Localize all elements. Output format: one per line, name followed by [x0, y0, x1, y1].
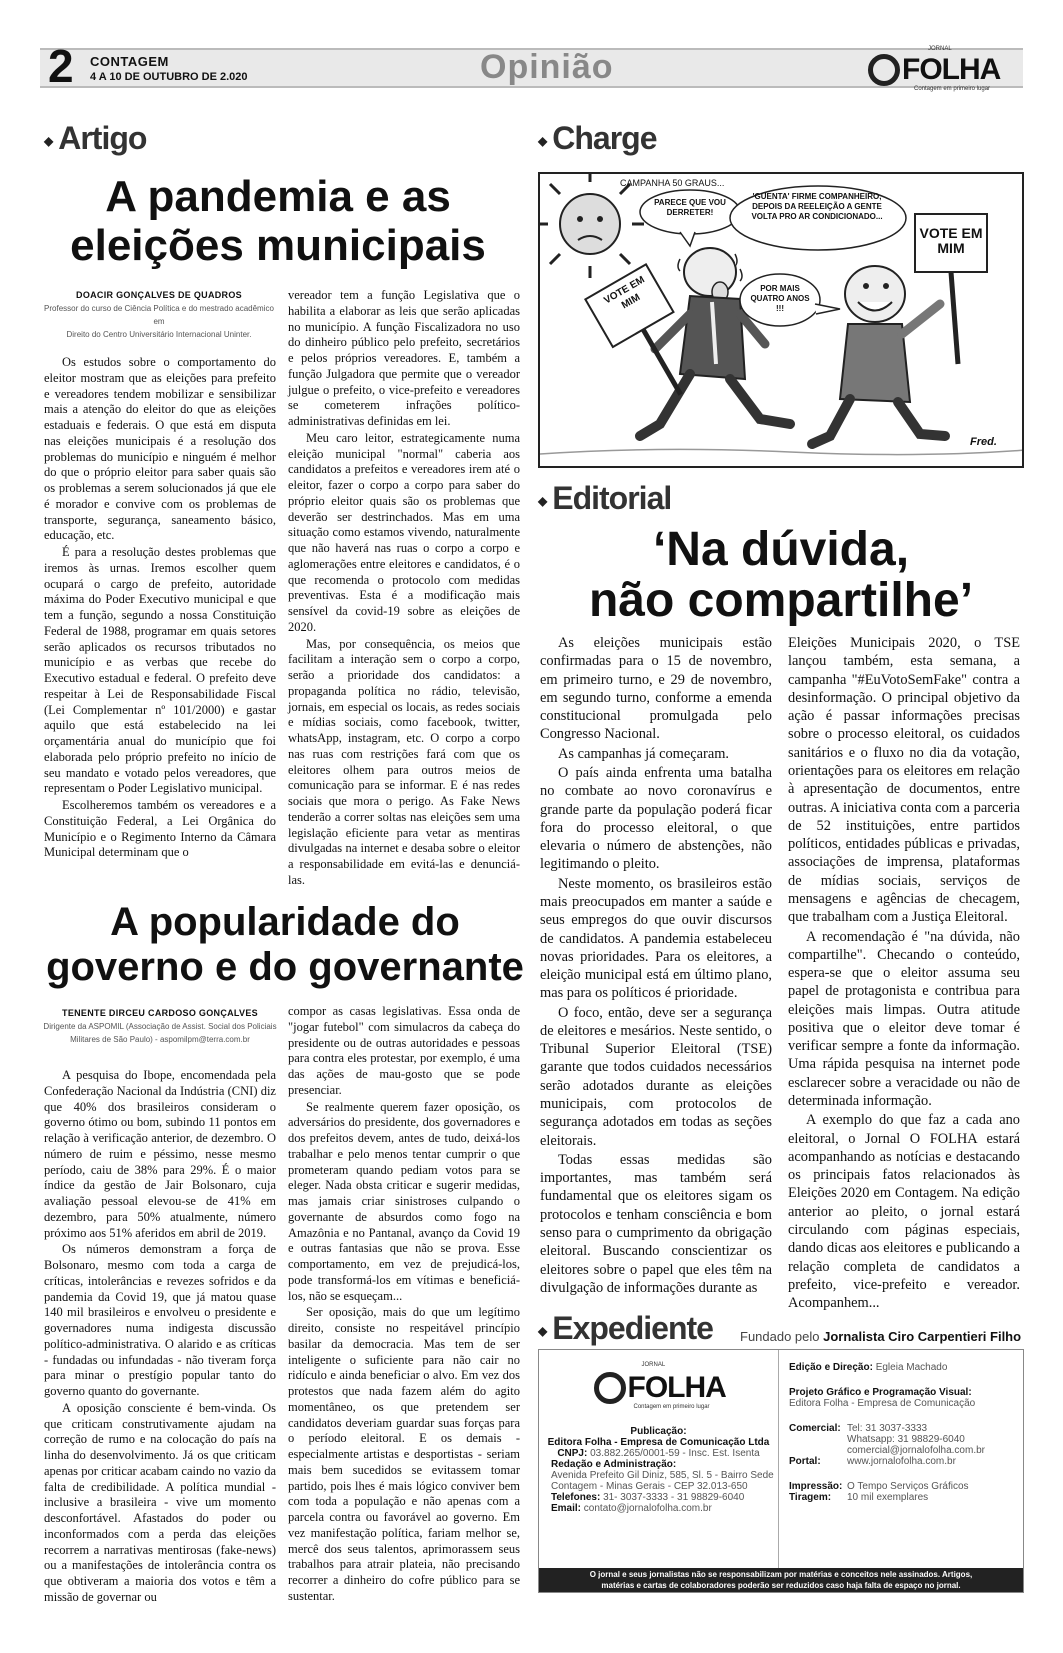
sun-character	[540, 174, 644, 278]
email-label: Email:	[551, 1503, 582, 1514]
expediente-left	[539, 1350, 779, 1568]
artigo-column-1	[44, 355, 276, 862]
bullet-icon: ◆	[44, 133, 53, 148]
header-city: CONTAGEM	[90, 54, 169, 69]
label-charge-text: Charge	[552, 120, 657, 156]
artigo-author-role	[44, 303, 274, 341]
tiragem-label: Tiragem:	[789, 1492, 832, 1503]
popularidade-author-role	[40, 1021, 280, 1047]
popularidade-author: TENENTE DIRCEU CARDOSO GONÇALVES	[62, 1008, 258, 1018]
comercial-whatsapp: Whatsapp: 31 98829-6040	[847, 1434, 965, 1445]
comercial-tel: Tel: 31 3037-3333	[847, 1423, 928, 1434]
paragraph: Escolheremos também os vereadores e a Constituição Federal, a Lei Orgânica do Município e o Regimento Interno da Câmara Municipal determinam que o	[44, 798, 276, 860]
portal-link[interactable]: www.jornalofolha.com.br	[847, 1456, 956, 1467]
label-editorial	[538, 480, 671, 517]
artigo-byline	[44, 290, 274, 341]
label-artigo-text: Artigo	[58, 120, 147, 156]
impressao-label: Impressão:	[789, 1481, 843, 1492]
artigo-headline-line2: eleições municipais	[70, 221, 486, 271]
label-editorial-text: Editorial	[552, 480, 672, 516]
edicao-value: Egleia Machado	[875, 1362, 948, 1373]
paragraph: As campanhas já começaram.	[558, 745, 730, 762]
bullet-icon: ◆	[538, 1323, 547, 1338]
paragraph: Ser oposição, mais do que um legítimo direito, consiste no respeitável princípio basilar da democracia. Mas tem de ser inteligente o suficiente para não cair no ridículo e ainda beneficiar o alvo. Em vez dos protestos que nada fazem além do agito momentâneo, os que pretendem ser candidatos deveriam guardar suas forças para o período eleitoral. E os demais - especialmente artistas e desportistas - seriam mais bem sucedidos se evitassem tomar partido, pois lhes é mais lógico conviver bem com toda a população e não apenas com a parcela contra ou favorável ao governo. Em vez manifestação política, fariam melhor se, mercê dos seus talentos, aprimorassem seus trabalhos para atrair plateia, não precisando recorrer a dinheiro do cofre público para se sustentar.	[288, 1305, 520, 1603]
label-expediente	[538, 1310, 713, 1347]
popularidade-role-line2: Militares de São Paulo) - aspomilpm@terra.com.br	[70, 1034, 250, 1044]
paragraph: Todas essas medidas são importantes, mas também será fundamental que os eleitores sigam os protocolos e tenham consciência e bom senso para o cumprimento da obrigação eleitoral. Buscando conscientizar os eleitores sobre o papel que eles têm na divulgação de informações durante as	[540, 1151, 772, 1296]
expediente-logo-top: JORNAL	[641, 1362, 666, 1368]
disclaimer-note	[539, 1568, 1023, 1592]
paragraph: Neste momento, os brasileiros estão mais preocupados em manter a saúde e seus empregos do que ouvir discursos de candidatos. A pandemia estabeleceu novas prioridades. Para os eleitores, a eleição municipal está em último plano, mas para os políticos é prioridade.	[540, 875, 772, 1002]
expediente-box	[538, 1349, 1024, 1593]
founded-by	[740, 1329, 1021, 1344]
smiling-candidate	[812, 266, 945, 444]
redacao-label: Redação e Administração:	[551, 1459, 677, 1470]
paragraph: A recomendação é "na dúvida, não compartilhe". Checando o conteúdo, espera-se que o eleitor assuma seu papel de protagonista e contribua para eleições mais limpas. Outra atitude positiva que o eleitor deve tomar é verificar sempre a fonte da informação. Uma rápida pesquisa na internet pode esclarecer sobre a veracidade ou não de determinada informação.	[788, 928, 1020, 1110]
editorial-column-1	[540, 634, 772, 1298]
header-date: 4 A 10 DE OUTUBRO DE 2.020	[90, 71, 248, 83]
political-cartoon	[538, 172, 1024, 468]
paragraph: Mas, por consequência, os meios que facilitam a interação sem o corpo a corpo, serão a prioridade dos candidatos: a propaganda política no rádio, televisão, jornais, em especial os locais, as redes sociais e mídias sociais, como facebook, twitter, whatsApp, instagram, etc. O corpo a corpo nas ruas com restrições fará com que os eleitores olhem para outros meios de comunicação para se informar. E é nas redes sociais que mora o perigo. As Fake News tenderão a correr soltas nas eleições sem uma legislação eficiente para vetar as mentiras divulgadas na internet e desaba sobre o eleitor a responsabilidade em evitá-las e denunciá-las.	[288, 636, 520, 887]
label-artigo	[44, 120, 146, 157]
paragraph: É para a resolução destes problemas que iremos às urnas. Iremos escolher quem ocupará o cargo de prefeito, autoridade máxima do Poder Executivo municipal e que tem a função, segundo a nossa Constituição Federal de 1988, programar em quais setores serão aplicados os recursos tributados no município e as verbas que recebe do Executivo estadual e federal. O prefeito deve respeitar à Lei de Responsabilidade Fiscal (Lei Complementar nº 101/2000) e gastar aquilo que está estabelecido na lei orçamentária anual do município que foi elaborada pelo próprio prefeito no início de seu mandato e votado pelos vereadores, que representam o Poder Legislativo municipal.	[44, 545, 276, 796]
newspaper-logo	[868, 46, 1018, 92]
paragraph: A exemplo do que faz a cada ano eleitoral, o Jornal O FOLHA estará acompanhando as notícias e destacando os principais fatos relacionados às Eleições 2020 em Contagem. Na edição anterior ao pleito, o jornal estará circulando com páginas especiais, dando dicas aos eleitores e publicando a relação completa de candidatos a prefeito, vice-prefeito e vereador. Acompanhem...	[788, 1112, 1020, 1312]
comercial-label: Comercial:	[789, 1423, 841, 1434]
popularidade-headline	[40, 900, 530, 990]
disclaimer-line2: matérias e cartas de colaboradores poderão ser reduzidos caso haja falta de espaço no jornal.	[601, 1581, 961, 1590]
founded-prefix: Fundado pelo	[740, 1329, 820, 1344]
logo-top-text: JORNAL	[928, 46, 952, 52]
paragraph: Os estudos sobre o comportamento do eleitor mostram que as eleições para prefeito e vereadores tendem mobilizar e sensibilizar mais a atenção do eleitor do que as eleições estaduais e federais. O que está em disputa nas eleições municipais é a resolução dos problemas do município e ninguém é melhor do que o próprio eleitor para saber quais são os problemas a serem solucionados já que ele é morador e convive com os problemas de transporte, segurança, saneamento básico, educação, etc.	[44, 355, 276, 543]
disclaimer-line1: O jornal e seus jornalistas não se responsabilizam por matérias e conceitos nele assinados. Artigos,	[589, 1570, 973, 1579]
paragraph: A oposição consciente é bem-vinda. Os que criticam construtivamente ajudam na correção de rumo e na colocação do país na linha do desenvolvimento. Já os que criticam apenas por criticar acabam caindo no vazio da falta de credibilidade. A política mundial - inclusive a brasileira - vive um momento desconfortável. Afastados do poder ou inconformados com a perda das eleições recorrem a narrativas mentirosas (fake-news) ou a manifestações de intolerância contra os que obtiveram a maioria dos votos e têm a missão de governar ou	[44, 1400, 276, 1604]
section-title: Opinião	[480, 48, 614, 86]
founded-name: Jornalista Ciro Carpentieri Filho	[823, 1329, 1022, 1344]
cartoon-banner: CAMPANHA 50 GRAUS...	[620, 178, 725, 188]
paragraph: Os números demonstram a força de Bolsonaro, mesmo com toda a carga de críticas, intolerâncias e revezes sofridos e da pandemia da Covid 19, que já matou quase 140 mil brasileiros e envolveu o presidente e governadores numa indigesta discussão político-administrativa. O alarido e as críticas - fundadas ou infundadas - não tiveram força para minar o prestígio popular tanto do governo quanto do governante.	[44, 1242, 276, 1398]
logo-o-icon	[868, 54, 900, 86]
projeto-value: Editora Folha - Empresa de Comunicação	[789, 1398, 976, 1409]
page-number: 2	[48, 40, 74, 92]
paragraph: As eleições municipais estão confirmadas para o 15 de novembro, em primeiro turno, e 29 de novembro, em segundo turno, conforme a emenda constitucional promulgada pelo Congresso Nacional.	[540, 635, 772, 743]
label-charge	[538, 120, 656, 157]
paragraph: A pesquisa do Ibope, encomendada pela Confederação Nacional da Indústria (CNI) diz que 40% dos brasileiros consideram o governo ótimo ou bom, subindo 11 pontos em relação à verificação anterior, de dezembro. O número de ruim e péssimo, nesse mesmo período, caiu de 38% para 29%. É o maior índice da gestão de Jair Bolsonaro, cuja avaliação pessoal elevou-se de 41% em dezembro, para 50% atualmente, número próximo aos 51% aferidos em abril de 2019.	[44, 1068, 276, 1240]
bubble-sun: PARECE QUE VOU DERRETER!	[654, 198, 726, 217]
cnpj-value: 03.882.265/0001-59 - Insc. Est. Isenta	[590, 1448, 760, 1459]
bullet-icon: ◆	[538, 493, 547, 508]
editorial-headline	[538, 524, 1024, 627]
paragraph: Se realmente querem fazer oposição, os adversários do presidente, dos governadores e dos prefeitos devem, antes de tudo, deixá-los trabalhar e pelo menos tentar cumprir o que prometeram quando pediam votos para se eleger. Nada obsta criticar e sugerir medidas, mas jamais criar sinistroses culpando o governante de absurdos como fogo na Amazônia e no Pantanal, avanço da Covid 19 e outras fantasias que não se prova. Esse comportamento, em vez de prejudicá-los, pode transformá-los em vítimas e beneficiá-los, não se esqueçam...	[288, 1099, 520, 1303]
paragraph: compor as casas legislativas. Essa onda de "jogar futebol" com simulacros da cabeça do presidente ou de outras autoridades e pessoas para contra eles protestar, por exemplo, é uma das ações de mau-gosto que se pode presenciar.	[288, 1004, 520, 1097]
paragraph: vereador tem a função Legislativa que o habilita a elaborar as leis que serão aplicadas no município. A função Fiscalizadora no uso do dinheiro público pelo prefeito, secretários e pelos próprios vereadores. E, também a função Julgadora que permite que o vereador julgue o prefeito, o vice-prefeito e vereadores se cometerem infrações político-administrativas definidas em lei.	[288, 288, 520, 428]
artigo-column-2	[288, 288, 520, 890]
paragraph: Eleições Municipais 2020, o TSE lançou também, esta semana, a campanha "#EuVotoSemFake" contra a desinformação. O principal objetivo da ação é passar informações precisas sobre o processo eleitoral, os cuidados sanitários e o fluxo no dia da votação, orientações para os eleitores em relação à apresentação de documentos, entre outras. A iniciativa conta com a parceria de 52 instituições, entre partidos políticos, entidades públicas e privadas, associações de imprensa, plataformas de mídias sociais, serviços de mensagens e agências de checagem, que trabalham com a Justiça Eleitoral.	[788, 635, 1020, 926]
artigo-headline	[44, 172, 512, 271]
expediente-logo	[594, 1362, 724, 1422]
cartoonist-signature: Fred.	[970, 436, 997, 448]
editorial-headline-line1: ‘Na dúvida,	[652, 523, 910, 576]
label-expediente-text: Expediente	[552, 1310, 713, 1346]
popularidade-headline-line2: governo e do governante	[46, 944, 524, 989]
bullet-icon: ◆	[538, 133, 547, 148]
artigo-headline-line1: A pandemia e as	[105, 172, 451, 221]
address-line1: Avenida Prefeito Gil Diniz, 585, Sl. 5 - Bairro Sede	[551, 1470, 774, 1481]
phones-label: Telefones:	[551, 1492, 601, 1503]
projeto-label: Projeto Gráfico e Programação Visual:	[789, 1387, 972, 1398]
edicao-label: Edição e Direção:	[789, 1362, 873, 1373]
sign-left-text: VOTE EM MIM	[602, 274, 647, 311]
email-value[interactable]: contato@jornalofolha.com.br	[583, 1503, 712, 1514]
logo-tagline: Contagem em primeiro lugar	[914, 86, 991, 92]
expediente-logo-o-icon	[594, 1372, 626, 1404]
bubble-more-years: POR MAIS QUATRO ANOS !!!	[750, 284, 810, 313]
publication-company: Editora Folha - Empresa de Comunicação Ltda	[547, 1437, 770, 1448]
comercial-email[interactable]: comercial@jornalofolha.com.br	[847, 1445, 985, 1456]
editorial-headline-line2: não compartilhe’	[588, 574, 974, 628]
popularidade-column-1	[44, 1068, 276, 1607]
portal-label: Portal:	[789, 1456, 821, 1467]
popularidade-headline-line1: A popularidade do	[110, 900, 460, 944]
tiragem-value: 10 mil exemplares	[847, 1492, 929, 1503]
address-line2: Contagem - Minas Gerais - CEP 32.013-650	[551, 1481, 748, 1492]
expediente-right	[789, 1350, 1019, 1568]
expediente-logo-name: FOLHA	[627, 1371, 726, 1404]
paragraph: Meu caro leitor, estrategicamente numa eleição municipal "normal" caberia aos candidatos a prefeitos e vereadores irem até o eleitor, fazer o corpo a corpo para saber do próprio eleitor quais são os problemas que deverão ser destrinchados. Mas em uma situação como estamos vivendo, naturalmente que não haverá nas ruas o corpo a corpo e aglomerações entre eleitores e candidatos, é o que recomenda o protocolo com medidas preventivas. Esta é a modificação mais sensível da covid-19 sobre as eleições de 2020.	[288, 430, 520, 634]
artigo-author: DOACIR GONÇALVES DE QUADROS	[76, 290, 242, 300]
artigo-role-line1: Professor do curso de Ciência Política e do mestrado acadêmico em	[44, 304, 274, 326]
editorial-column-2	[788, 634, 1020, 1313]
page-header	[40, 40, 1023, 96]
popularidade-byline	[40, 1008, 280, 1047]
publication-title: Publicação:	[630, 1426, 687, 1437]
sign-right-text: VOTE EM MIM	[919, 225, 983, 257]
paragraph: O foco, então, deve ser a segurança de eleitores e mesários. Neste sentido, o Tribunal Superior Eleitoral (TSE) garante que todos cuidados necessários serão adotados durante as eleições municipais, com protocolos de segurança adotados em todas as seções eleitorais.	[540, 1004, 772, 1149]
popularidade-role-line1: Dirigente da ASPOMIL (Associação de Assist. Social dos Policiais	[43, 1022, 277, 1031]
artigo-role-line2: Direito do Centro Universitário Internacional Uninter.	[66, 329, 252, 339]
bubble-friend: 'GUENTA' FIRME COMPANHEIRO, DEPOIS DA REELEIÇÃO A GENTE VOLTA PRO AR CONDICIONADO...	[751, 192, 883, 221]
popularidade-column-2	[288, 1004, 520, 1606]
logo-name: FOLHA	[902, 53, 1001, 86]
cnpj-label: CNPJ:	[557, 1448, 588, 1459]
paragraph: O país ainda enfrenta uma batalha no combate ao novo coronavírus e grande parte da população poderá ficar fora do processo eleitoral, o que elevaria o número de abstenções, não legitimando o pleito.	[540, 764, 772, 873]
phones-value: 31- 3037-3333 - 31 98829-6040	[603, 1492, 745, 1503]
expediente-logo-tagline: Contagem em primeiro lugar	[633, 1404, 710, 1410]
impressao-value: O Tempo Serviços Gráficos	[847, 1481, 969, 1492]
